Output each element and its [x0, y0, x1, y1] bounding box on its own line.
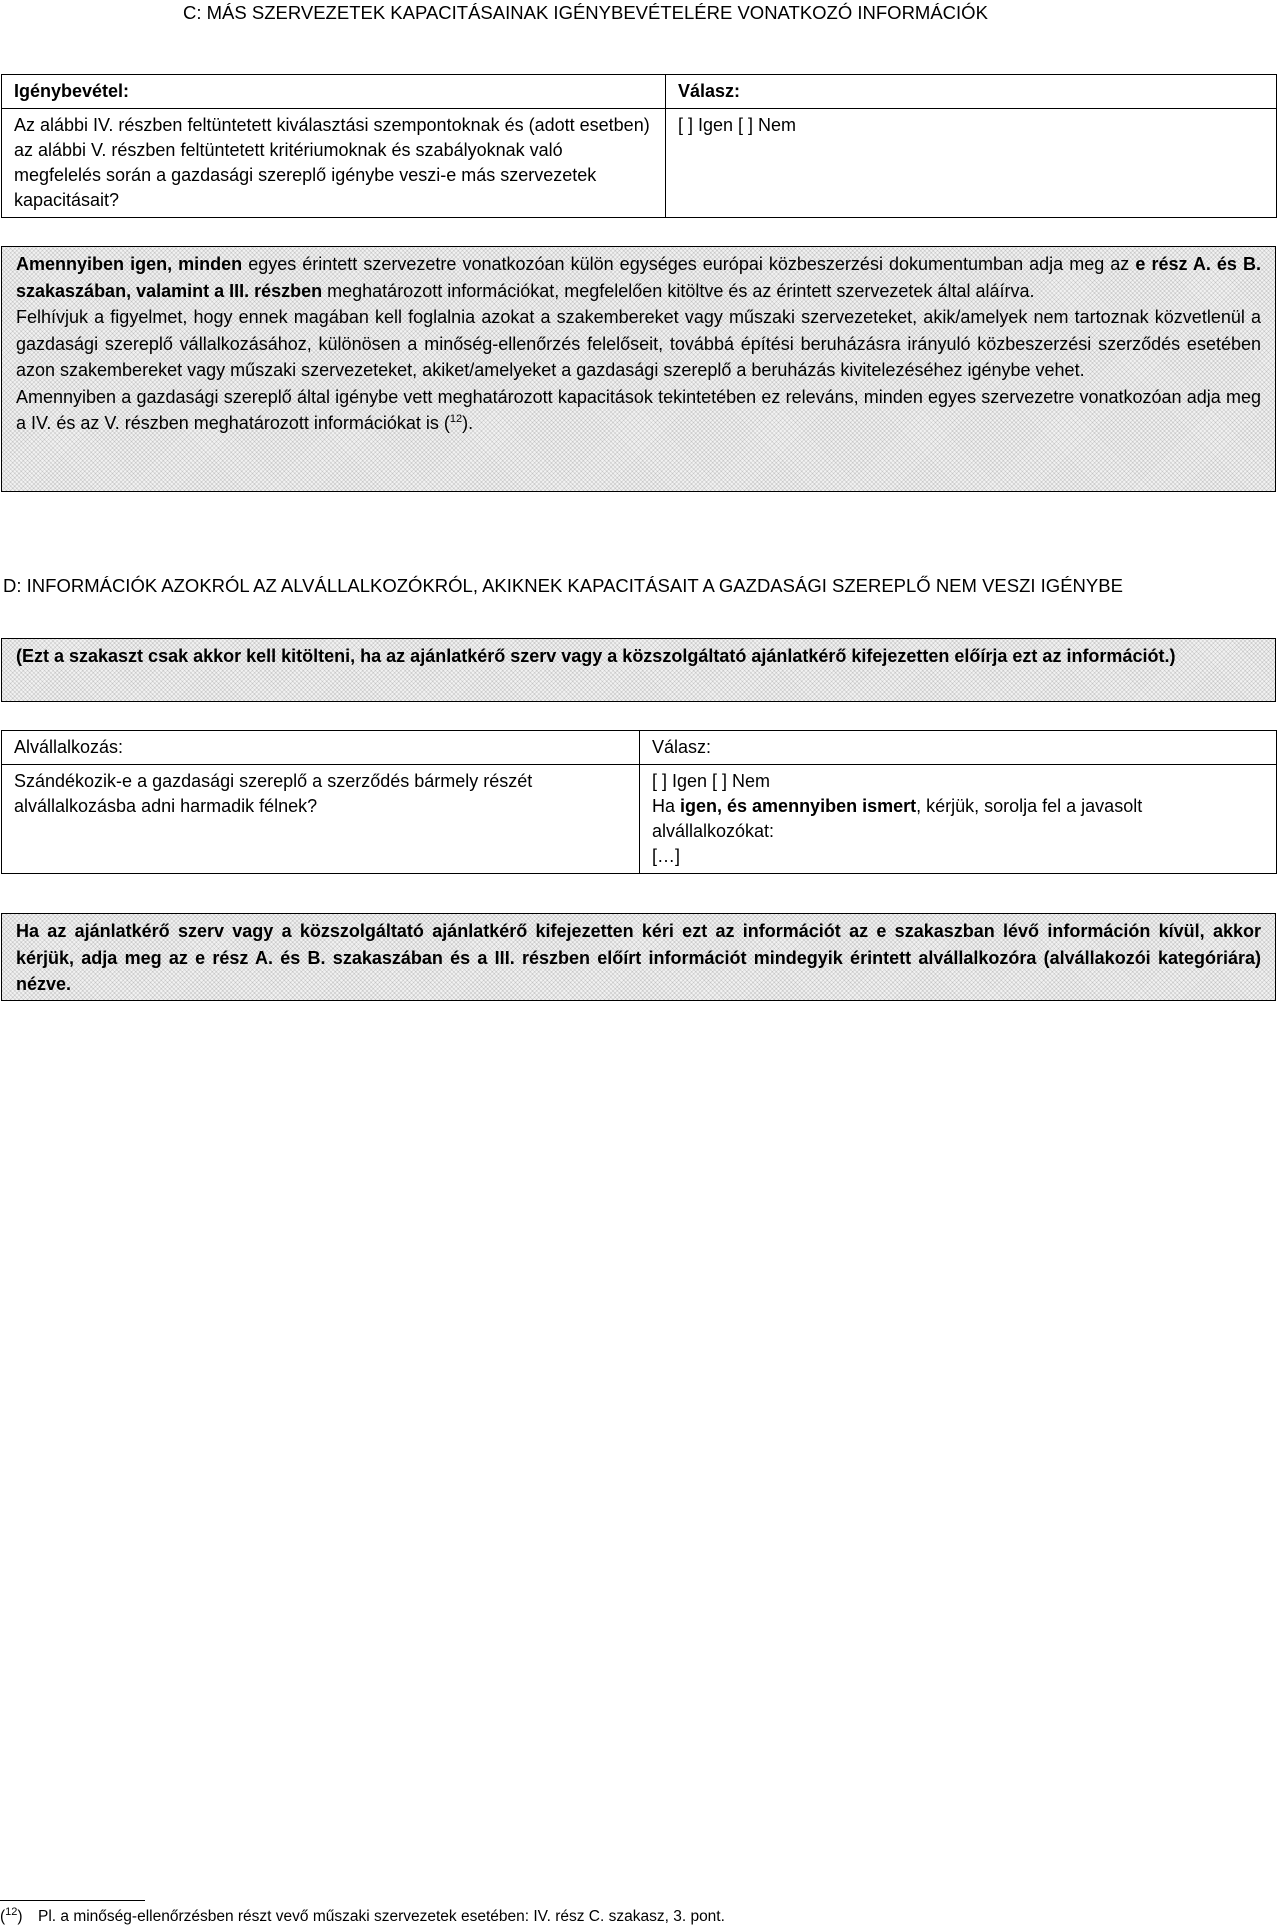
question-cell: Szándékozik-e a gazdasági szereplő a szerződés bármely részét alvállalkozásba adni harmadik félnek? [2, 765, 640, 874]
info-paragraph-1 [16, 251, 1261, 304]
section-c-title: C: MÁS SZERVEZETEK KAPACITÁSAINAK IGÉNYBEVÉTELÉRE VONATKOZÓ INFORMÁCIÓK [183, 2, 988, 23]
footnote-mark-close: ) [17, 1908, 23, 1925]
answer-followup [652, 794, 1264, 844]
info-text-2: meghatározott információkat, megfelelően kitöltve és az érintett szervezetek által aláírva. [322, 280, 1035, 301]
followup-bold: igen, és amennyiben ismert [680, 796, 917, 816]
footnote-text: Pl. a minőség-ellenőrzésben részt vevő műszaki szervezetek esetében: IV. rész C. szakasz, 3. pont. [38, 1908, 725, 1925]
table-header-row [2, 731, 1277, 765]
section-d-title: D: INFORMÁCIÓK AZOKRÓL AZ ALVÁLLALKOZÓKRÓL, AKIKNEK KAPACITÁSAIT A GAZDASÁGI SZEREPLŐ NEM VESZI IGÉNYBE [3, 575, 1123, 596]
section-d-table [1, 730, 1277, 874]
answer-cell: [ ] Igen [ ] Nem [666, 109, 1277, 218]
section-c-info-box [1, 246, 1276, 492]
section-d-note-box [1, 638, 1276, 702]
info-text-3: Amennyiben a gazdasági szereplő által igénybe vett meghatározott kapacitások tekintetében ez releváns, minden egyes szervezetre vonatkozóan adja meg a IV. és az V. részben meghatározott információkat is ( [16, 386, 1261, 433]
answer-options: [ ] Igen [ ] Nem [652, 771, 771, 791]
right-header-cell: Válasz: [640, 731, 1277, 765]
extra-text: Ha az ajánlatkérő szerv vagy a közszolgáltató ajánlatkérő kifejezetten kéri ezt az információt az e szakaszban lévő információn kívül, akkor kérjük, adja meg az e rész A. és B. szakaszában és a III. részben előírt információt mindegyik érintett alvállalkozóra (alvállakozói kategóriára) nézve. [16, 921, 1261, 994]
table-row [2, 765, 1277, 874]
section-c-table [1, 74, 1277, 218]
info-text-1: egyes érintett szervezetre vonatkozóan külön egységes európai közbeszerzési dokumentumban adja meg az [242, 254, 1136, 274]
info-bold-1: Amennyiben igen, minden [16, 254, 243, 274]
info-text-4: ). [462, 413, 474, 433]
table-header-row [2, 75, 1277, 109]
note-text: (Ezt a szakaszt csak akkor kell kitölteni, ha az ajánlatkérő szerv vagy a közszolgáltató ajánlatkérő kifejezetten előírja ezt az információt.) [16, 646, 1176, 666]
table-row [2, 109, 1277, 218]
footnote [0, 1906, 725, 1928]
footnote-reference[interactable]: 12 [449, 413, 463, 425]
info-paragraph-2: Felhívjuk a figyelmet, hogy ennek magában kell foglalnia azokat a szakembereket vagy műszaki szervezeteket, akik/amelyek nem tartoznak közvetlenül a gazdasági szereplő vállalkozásához, különösen a minőség-ellenőrzés felelőseit, továbbá építési beruházásra irányuló közbeszerzési szerződés esetében azon szakembereket vagy műszaki szervezeteket, akiket/amelyeket a gazdasági szereplő a beruházás kivitelezéséhez igénybe vehet. [16, 307, 1261, 380]
right-header-cell: Válasz: [666, 75, 1277, 109]
footnote-mark-open: ( [0, 1908, 6, 1925]
info-bold-2: e rész A. és B. szakaszában, valamint a III. részben [16, 254, 1261, 301]
answer-placeholder: […] [652, 846, 681, 866]
info-paragraph-3 [16, 384, 1261, 437]
left-header-cell: Alvállalkozás: [2, 731, 640, 765]
answer-cell [640, 765, 1277, 874]
section-d-extra-box [1, 913, 1276, 1001]
footnote-separator [0, 1900, 145, 1901]
footnote-number: 12 [5, 1905, 18, 1918]
left-header-cell: Igénybevétel: [2, 75, 666, 109]
footnote-mark [0, 1906, 38, 1928]
followup-text-2: , kérjük, sorolja fel a javasolt alvállalkozókat: [652, 796, 1143, 841]
followup-text-1: Ha [652, 796, 681, 816]
question-cell: Az alábbi IV. részben feltüntetett kiválasztási szempontoknak és (adott esetben) az alábbi V. részben feltüntetett kritériumoknak és szabályoknak való megfelelés során a gazdasági szereplő igénybe veszi-e más szervezetek kapacitásait? [2, 109, 666, 218]
